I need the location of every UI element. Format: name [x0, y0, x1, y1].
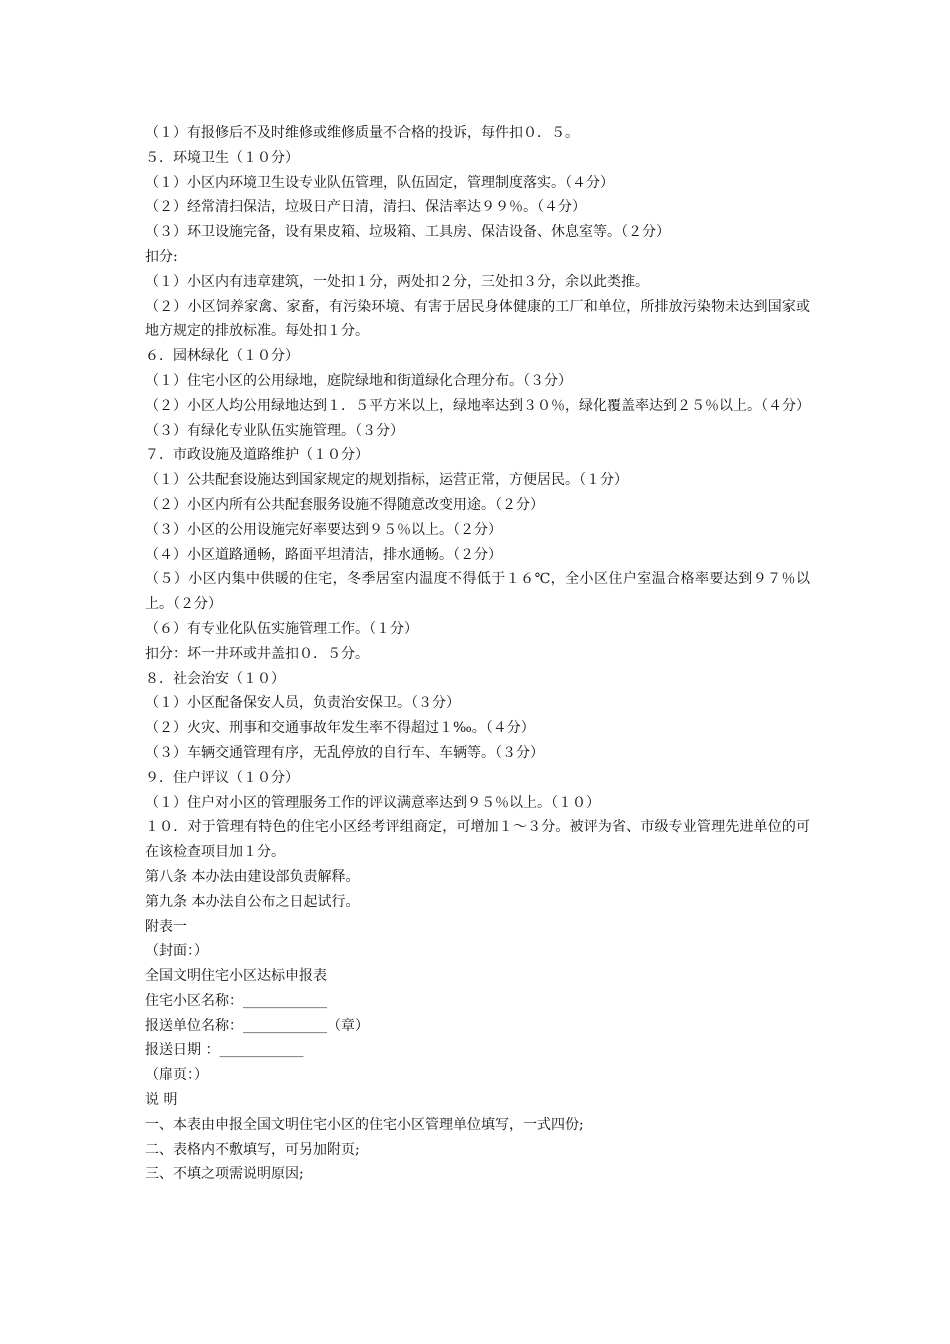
text-paragraph: （５）小区内集中供暖的住宅，冬季居室内温度不得低于１６℃，全小区住户室温合格率要达到９７％以上。（２分） — [145, 571, 810, 613]
instructions-heading: 说 明 — [145, 1092, 178, 1109]
article-line: 第九条 本办法自公布之日起试行。 — [145, 893, 360, 910]
form-title: 全国文明住宅小区达标申报表 — [145, 968, 327, 985]
section-heading: ９．住户评议（１０分） — [145, 769, 299, 786]
appendix-title: 附表一 — [145, 918, 187, 935]
text-line: 三、不填之项需说明原因; — [145, 1166, 304, 1183]
text-line: 扣分：坏一井环或井盖扣０．５分。 — [145, 645, 369, 662]
text-paragraph: （２）小区饲养家禽、家畜，有污染环境、有害于居民身体健康的工厂和单位，所排放污染物未达到国家或地方规定的排放标准。每处扣１分。 — [145, 298, 810, 340]
text-line: （１）小区配备保安人员，负责治安保卫。（３分） — [145, 695, 460, 712]
text-line: （扉页：） — [145, 1067, 208, 1084]
text-line: （１）小区内环境卫生设专业队伍管理，队伍固定，管理制度落实。（４分） — [145, 174, 614, 191]
text-line: （２）火灾、刑事和交通事故年发生率不得超过１‰。（４分） — [145, 720, 535, 737]
text-paragraph: １０．对于管理有特色的住宅小区经考评组商定，可增加１～３分。被评为省、市级专业管理先进单位的可在该检查项目加１分。 — [145, 819, 810, 861]
text-line: 一、本表由申报全国文明住宅小区的住宅小区管理单位填写，一式四份; — [145, 1116, 584, 1133]
document-body — [145, 121, 810, 1187]
text-line: （１）住户对小区的管理服务工作的评议满意率达到９５％以上。（１０） — [145, 794, 600, 811]
text-line: （封面：） — [145, 943, 208, 960]
section-heading: ６．园林绿化（１０分） — [145, 348, 299, 365]
text-line: （３）有绿化专业队伍实施管理。（３分） — [145, 422, 404, 439]
text-line: （６）有专业化队伍实施管理工作。（１分） — [145, 620, 418, 637]
section-heading: ７．市政设施及道路维护（１０分） — [145, 447, 369, 464]
text-line: （４）小区道路通畅，路面平坦清洁，排水通畅。（２分） — [145, 546, 502, 563]
text-line: 二、表格内不敷填写，可另加附页; — [145, 1141, 360, 1158]
article-line: 第八条 本办法由建设部负责解释。 — [145, 868, 360, 885]
text-line: 扣分: — [145, 248, 178, 265]
section-heading: ５．环境卫生（１０分） — [145, 149, 299, 166]
text-line: （３）车辆交通管理有序，无乱停放的自行车、车辆等。（３分） — [145, 744, 544, 761]
text-line: （１）住宅小区的公用绿地，庭院绿地和街道绿化合理分布。（３分） — [145, 372, 572, 389]
form-field-community-name: 住宅小区名称：____________ — [145, 992, 327, 1009]
text-line: （１）小区内有违章建筑，一处扣１分，两处扣２分，三处扣３分，余以此类推。 — [145, 273, 649, 290]
form-field-submit-date: 报送日期 ：____________ — [145, 1042, 304, 1059]
text-paragraph: （２）小区人均公用绿地达到１．５平方米以上，绿地率达到３０％，绿化覆盖率达到２５％以上。（４分） — [145, 397, 810, 414]
text-line: （３）小区的公用设施完好率要达到９５％以上。（２分） — [145, 521, 502, 538]
text-line: （１）公共配套设施达到国家规定的规划指标，运营正常，方便居民。（１分） — [145, 472, 628, 489]
section-heading: ８．社会治安（１０） — [145, 670, 285, 687]
text-line: （２）经常清扫保洁，垃圾日产日清，清扫、保洁率达９９％。（４分） — [145, 199, 586, 216]
text-line: （２）小区内所有公共配套服务设施不得随意改变用途。（２分） — [145, 496, 544, 513]
form-field-submitting-unit: 报送单位名称：____________（章） — [145, 1017, 369, 1034]
text-line: （３）环卫设施完备，设有果皮箱、垃圾箱、工具房、保洁设备、休息室等。（２分） — [145, 224, 670, 241]
text-line: （１）有报修后不及时维修或维修质量不合格的投诉，每件扣０．５。 — [145, 125, 579, 141]
